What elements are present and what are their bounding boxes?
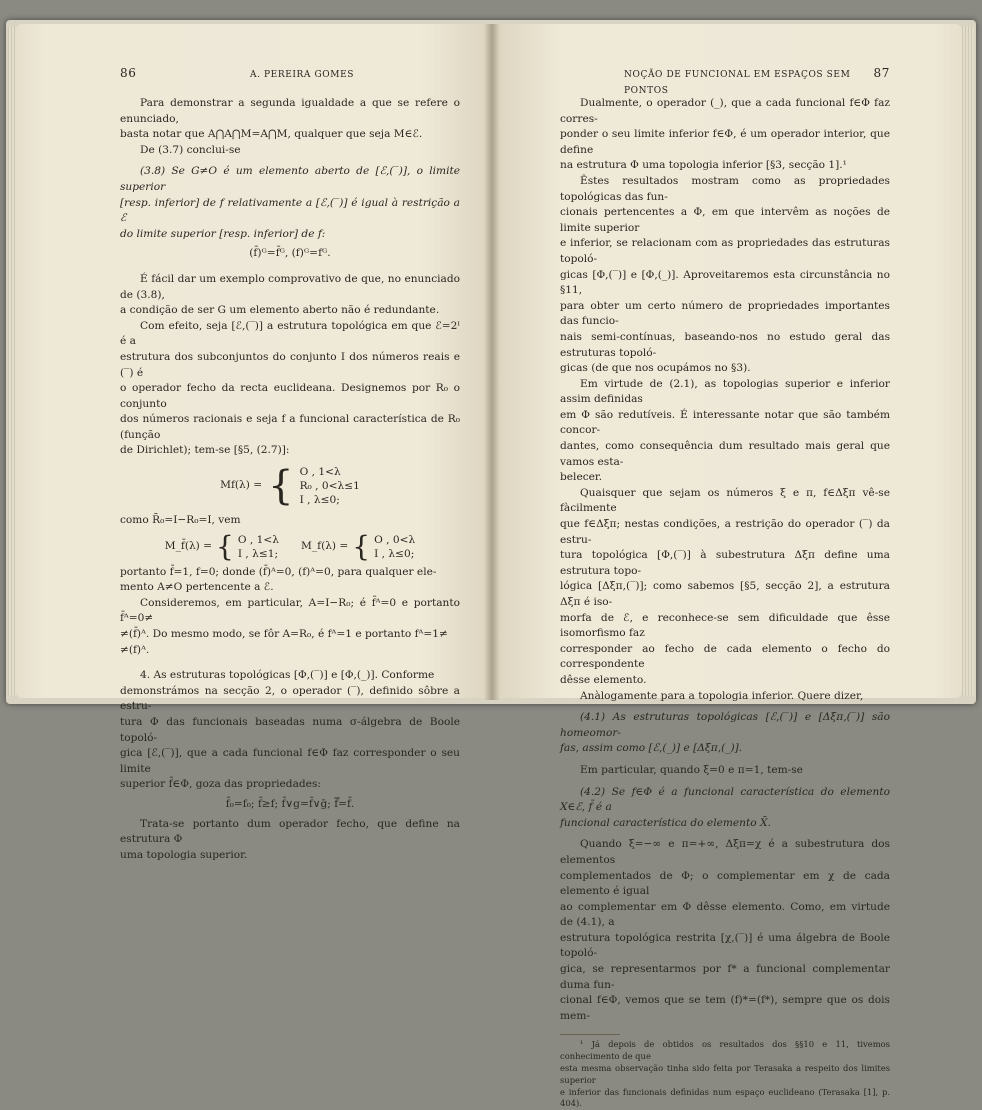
open-book xyxy=(6,20,976,1109)
text-line: gicas [Φ,(‾)] e [Φ,(_)]. Aproveitaremos esta circunstância no §11, xyxy=(560,268,890,297)
theorem-line: (4.2) Se f∈Φ é a funcional característica do elemento X∈ℰ, f̄ é a xyxy=(560,785,890,814)
running-head-title: A. PEREIRA GOMES xyxy=(250,70,355,80)
text-line: ≠(f)ᴬ. xyxy=(120,643,150,656)
equation-lhs: M_f̄(λ) = xyxy=(164,539,213,552)
theorem-line: do limite superior [resp. inferior] de f: xyxy=(120,227,326,240)
theorem-line: (4.1) As estruturas topológicas [ℰ,(‾)] e [Δξπ,(‾)] são homeomor- xyxy=(560,711,890,739)
text-line: gica, se representarmos por f* a funcional complementar duma fun- xyxy=(560,963,890,991)
text-line: Em virtude de (2.1), as topologias superior e inferior assim definidas xyxy=(560,377,890,406)
case-line: O , 0<λ xyxy=(374,533,416,546)
theorem-line: (3.8) Se G≠O é um elemento aberto de [ℰ,(‾)], o limite superior xyxy=(120,165,460,193)
footnote-line: e inferior das funcionais definidas num espaço euclideano (Terasaka [1], p. 404). xyxy=(560,1086,890,1109)
text-line: Consideremos, em particular, A=I−R₀; é f̄ᴬ=0 e portanto f̄ᴬ=0≠ xyxy=(120,596,460,625)
text-line: Quaisquer que sejam os números ξ e π, f∈Δξπ vê-se fàcilmente xyxy=(560,486,890,515)
theorem-line: [resp. inferior] de f relativamente a [ℰ,(‾)] é igual à restrição a ℰ xyxy=(120,196,460,225)
text-line: dos números racionais e seja f a funcional característica de R₀ (função xyxy=(120,413,460,441)
text-line: estrutura dos subconjuntos do conjunto I dos números reais e (‾) é xyxy=(120,350,460,379)
brace: { xyxy=(268,463,294,510)
right-running-head xyxy=(560,66,890,96)
text-line: tura topológica [Φ,(‾)] à subestrutura Δξπ define uma estrutura topo- xyxy=(560,549,890,577)
text-line: Com efeito, seja [ℰ,(‾)] a estrutura topológica em que ℰ=2ᴵ é a xyxy=(120,319,460,348)
equation: (f̄)ᴳ=f̄ᴳ, (f)ᴳ=fᴳ. xyxy=(249,247,331,260)
case-line: I , λ≤0; xyxy=(374,547,415,560)
text-line: demonstrámos na secção 2, o operador (‾), definido sôbre a estru- xyxy=(120,684,460,713)
text-line: em Φ são redutíveis. É interessante notar que são também concor- xyxy=(560,408,890,437)
equation-lhs: Mf(λ) = xyxy=(220,479,263,492)
text-line: gica [ℰ,(‾)], que a cada funcional f∈Φ faz corresponder o seu limite xyxy=(120,747,460,775)
text-line: o operador fecho da recta euclideana. Designemos por R₀ o conjunto xyxy=(120,382,460,410)
footnote-rule xyxy=(560,1034,620,1035)
text-line: Para demonstrar a segunda igualdade a que se refere o enunciado, xyxy=(120,97,460,125)
text-line: ponder o seu limite inferior f∈Φ, é um operador interior, que define xyxy=(560,128,890,156)
text-line: belecer. xyxy=(560,471,603,484)
section-heading-line: 4. As estruturas topológicas [Φ,(‾)] e [Φ,(_)]. Conforme xyxy=(140,669,435,682)
running-head-title: NOÇÃO DE FUNCIONAL EM ESPAÇOS SEM PONTOS xyxy=(624,70,851,96)
right-page-text xyxy=(560,68,890,1110)
left-page-text xyxy=(120,68,460,863)
text-line: nais semi-contínuas, baseando-nos no estudo geral das estruturas topoló- xyxy=(560,330,890,359)
text-line: tura Φ das funcionais baseadas numa σ-álgebra de Boole topoló- xyxy=(120,716,460,744)
text-line: a condição de ser G um elemento aberto não é redundante. xyxy=(120,304,440,317)
page-number: 86 xyxy=(120,66,137,80)
text-line: corresponder ao fecho de cada elemento o fecho do correspondente xyxy=(560,642,890,671)
text-line: portanto f̄=1, f=0; donde (f̄)ᴬ=0, (f)ᴬ=0, para qualquer ele- xyxy=(120,565,437,578)
text-line: morfa de ℰ, e reconhece-se sem dificuldade que êsse isomorfismo faz xyxy=(560,611,890,640)
case-line: O , 1<λ xyxy=(237,533,279,546)
book-gutter xyxy=(484,24,500,700)
equation-lhs: M_f(λ) = xyxy=(301,539,349,552)
case-line: O , 1<λ xyxy=(299,466,341,479)
left-page xyxy=(16,24,492,861)
brace: { xyxy=(216,529,234,563)
text-line: basta notar que A⋂A⋂M=A⋂M, qualquer que seja M∈ℰ. xyxy=(120,128,423,141)
footnote-line: ¹ Já depois de obtidos os resultados dos §§10 e 11, tivemos conhecimento de que xyxy=(560,1039,890,1062)
text-line: que f∈Δξπ; nestas condições, a restrição do operador (‾) da estru- xyxy=(560,518,890,546)
text-line: para obter um certo número de propriedades importantes das funcio- xyxy=(560,299,890,328)
text-line: Trata-se portanto dum operador fecho, que define na estrutura Φ xyxy=(120,817,460,846)
text-line: uma topologia superior. xyxy=(120,848,248,861)
text-line: cional f∈Φ, vemos que se tem (f)*=(f*), sempre que os dois mem- xyxy=(560,994,890,1022)
footnote-line: esta mesma observação tinha sido feita por Terasaka a respeito dos limites superior xyxy=(560,1063,890,1085)
text-line: É fácil dar um exemplo comprovativo de que, no enunciado de (3.8), xyxy=(120,272,460,301)
text-line: Quando ξ=−∞ e π=+∞, Δξπ=χ é a subestrutura dos elementos xyxy=(560,838,890,866)
page-stack-left xyxy=(8,26,16,696)
text-line: como R̄₀=I−R₀=I, vem xyxy=(120,514,241,527)
theorem-line: funcional característica do elemento X̄. xyxy=(560,816,771,829)
text-line: Êstes resultados mostram como as propriedades topológicas das fun- xyxy=(560,174,890,203)
text-line: dantes, como consequência dum resultado mais geral que vamos esta- xyxy=(560,440,890,468)
case-line: R₀ , 0<λ≤1 xyxy=(299,480,360,493)
text-line: ao complementar em Φ dêsse elemento. Como, em virtude de (4.1), a xyxy=(560,900,890,929)
text-line: lógica [Δξπ,(‾)]; como sabemos [§5, secção 2], a estrutura Δξπ é iso- xyxy=(560,580,890,608)
cases-equation xyxy=(120,463,460,510)
right-page xyxy=(492,24,962,1109)
equation: f̄₀=f₀; f̄≥f; f̄∨g=f̄∨ḡ; f̿=f̄. xyxy=(225,797,355,810)
text-line: de Dirichlet); tem-se [§5, (2.7)]: xyxy=(120,444,290,457)
case-line: I , λ≤1; xyxy=(237,547,279,560)
text-line: ≠(f̄)ᴬ. Do mesmo modo, se fôr A=R₀, é fᴬ=1 e portanto fᴬ=1≠ xyxy=(120,628,448,641)
text-line: complementados de Φ; o complementar em χ de cada elemento é igual xyxy=(560,869,890,898)
text-line: mento A≠O pertencente a ℰ. xyxy=(120,581,274,594)
text-line: dêsse elemento. xyxy=(560,673,647,686)
text-line: cionais pertencentes a Φ, em que intervêm as noções de limite superior xyxy=(560,206,890,234)
text-line: De (3.7) conclui-se xyxy=(140,143,241,156)
case-line: I , λ≤0; xyxy=(299,494,340,507)
page-number: 87 xyxy=(873,66,890,80)
text-line: e inferior, se relacionam com as propriedades das estruturas topoló- xyxy=(560,237,890,265)
text-line: Anàlogamente para a topologia inferior. Quere dizer, xyxy=(580,689,864,702)
text-line: na estrutura Φ uma topologia inferior [§3, secção 1].¹ xyxy=(560,159,847,172)
text-line: Dualmente, o operador (_), que a cada funcional f∈Φ faz corres- xyxy=(560,97,890,125)
theorem-line: fas, assim como [ℰ,(_)] e [Δξπ,(_)]. xyxy=(560,742,743,755)
text-line: gicas (de que nos ocupámos no §3). xyxy=(560,362,751,375)
text-line: Em particular, quando ξ=0 e π=1, tem-se xyxy=(580,763,803,776)
brace: { xyxy=(352,529,371,563)
cases-equation-pair xyxy=(120,529,460,563)
text-line: superior f̄∈Φ, goza das propriedades: xyxy=(120,778,321,791)
page-stack-right xyxy=(962,26,974,696)
left-running-head xyxy=(120,68,460,84)
text-line: estrutura topológica restrita [χ,(‾)] é uma álgebra de Boole topoló- xyxy=(560,931,890,960)
